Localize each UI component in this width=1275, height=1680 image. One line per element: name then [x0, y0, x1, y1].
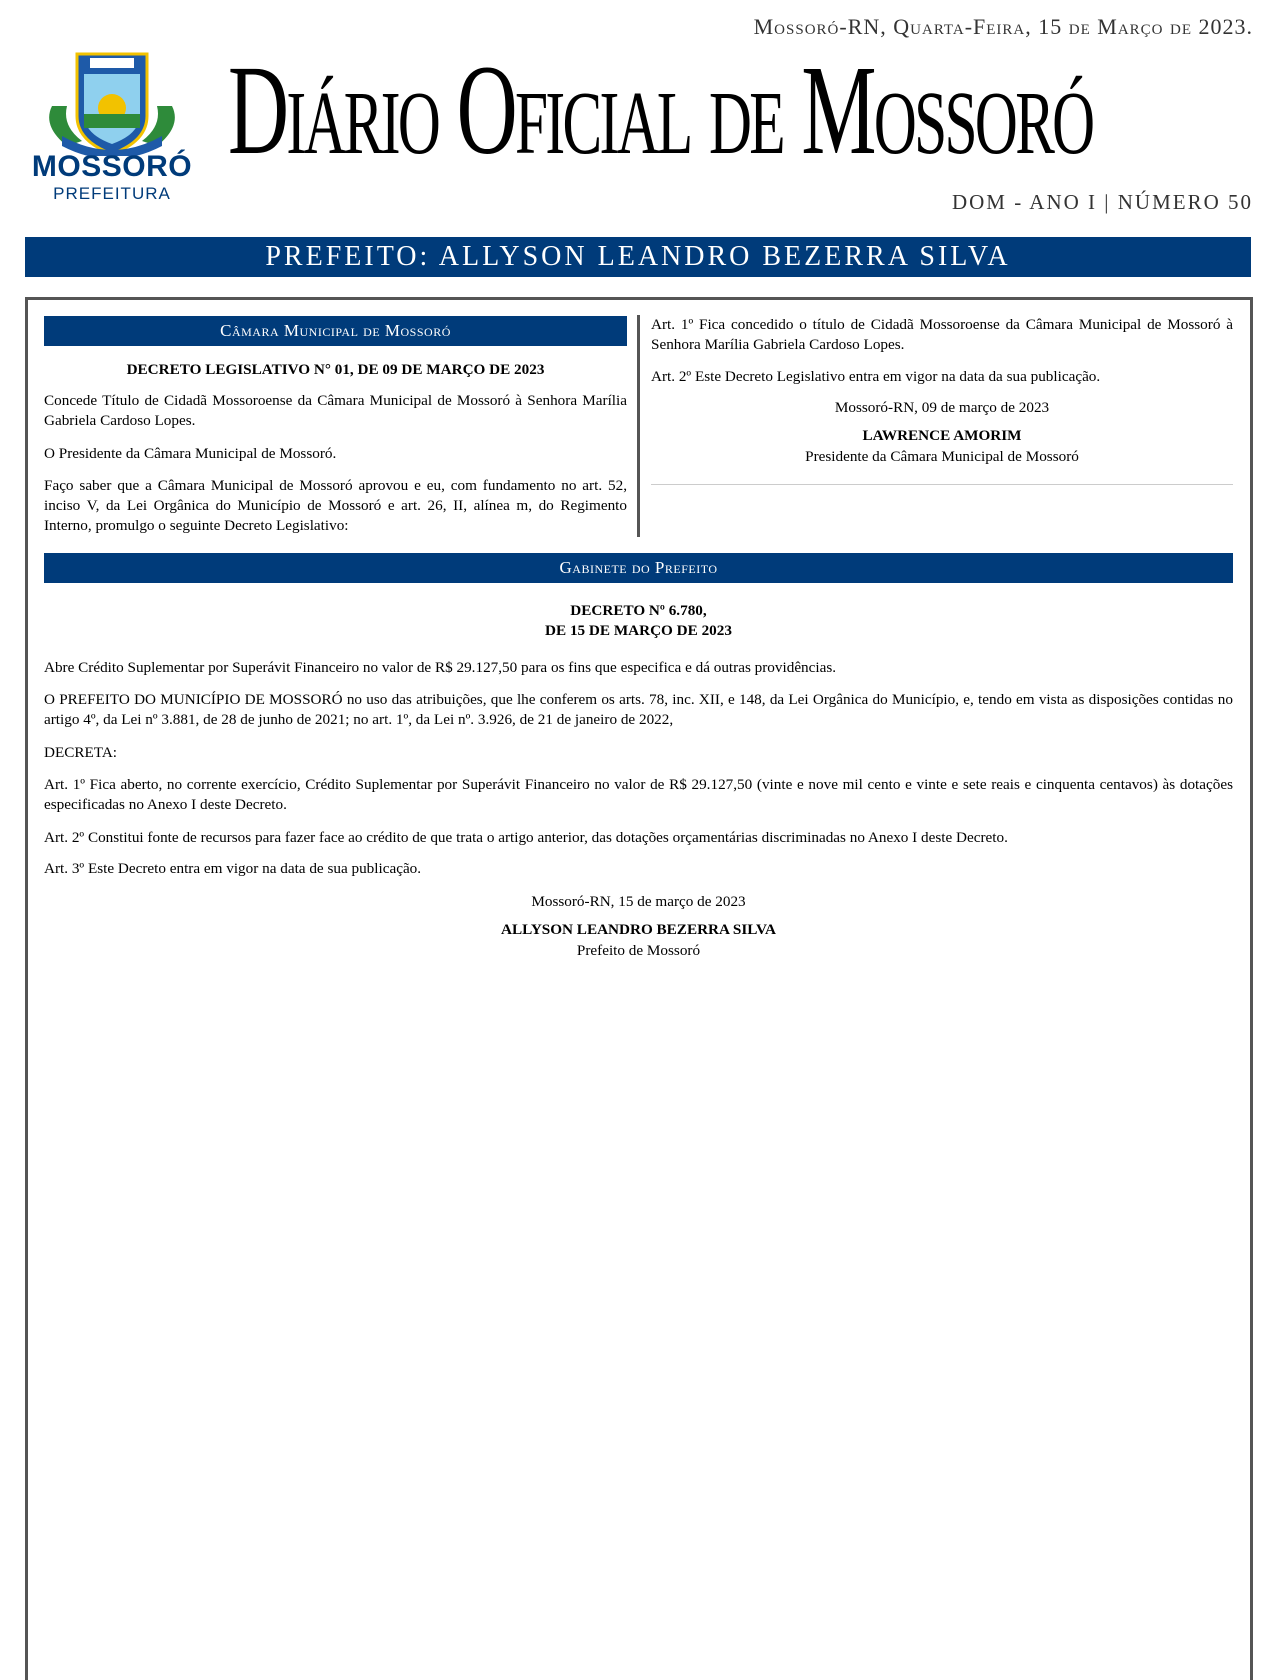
gabinete-article-1: Art. 1º Fica aberto, no corrente exercício, Crédito Suplementar por Superávit Financeiro no valor de R$ 29.127,50 (vinte e nove mil cento e vinte e sete reais e cinquenta centavos) às dotações especificadas no Anexo I deste Decreto.	[44, 776, 1233, 813]
gabinete-signer-role: Prefeito de Mossoró	[576, 942, 701, 959]
section-header-camara: Câmara Municipal de Mossoró	[44, 316, 627, 346]
camara-preamble-promulgation: Faço saber que a Câmara Municipal de Mossoró aprovou e eu, com fundamento no art. 52, inciso V, da Lei Orgânica do Município de Mossoró e art. 26, II, alínea m, do Regimento Interno, promulgo o seguinte Decreto Legislativo:	[44, 477, 627, 534]
camara-signer-role: Presidente da Câmara Municipal de Mossoró	[805, 448, 1079, 465]
camara-article-1: Art. 1º Fica concedido o título de Cidadã Mossoroense da Câmara Municipal de Mossoró à Senhora Marília Gabriela Cardoso Lopes.	[651, 316, 1233, 353]
gabinete-decree-summary: Abre Crédito Suplementar por Superávit Financeiro no valor de R$ 29.127,50 para os fins que especifica e dá outras providências.	[44, 659, 837, 676]
camara-signer-name: LAWRENCE AMORIM	[862, 427, 1022, 444]
camara-article-2: Art. 2º Este Decreto Legislativo entra em vigor na data da sua publicação.	[651, 368, 1101, 385]
column-end-rule	[651, 484, 1233, 485]
logo-wordmark: MOSSORÓ	[31, 150, 193, 183]
camara-place-date: Mossoró-RN, 09 de março de 2023	[834, 399, 1050, 416]
gabinete-place-date: Mossoró-RN, 15 de março de 2023	[531, 893, 746, 910]
camara-preamble-president: O Presidente da Câmara Municipal de Mossoró.	[44, 445, 337, 462]
camara-decree-summary: Concede Título de Cidadã Mossoroense da Câmara Municipal de Mossoró à Senhora Marília Gabriela Cardoso Lopes.	[44, 392, 627, 429]
city-coat-of-arms-icon	[22, 46, 202, 156]
gabinete-decree-title-number: DECRETO Nº 6.780,	[570, 602, 707, 619]
camara-decree-title: DECRETO LEGISLATIVO N° 01, DE 09 DE MARÇO DE 2023	[126, 361, 545, 378]
edition-date: Mossoró-RN, Quarta-Feira, 15 de Março de 2023.	[753, 14, 1253, 39]
section-header-gabinete: Gabinete do Prefeito	[44, 553, 1233, 583]
gabinete-decreta: DECRETA:	[44, 744, 118, 761]
gabinete-preamble: O PREFEITO DO MUNICÍPIO DE MOSSORÓ no uso das atribuições, que lhe conferem os arts. 78, inc. XII, e 148, da Lei Orgânica do Município, e, tendo em vista as disposições contidas no artigo 4º, da Lei nº 3.881, de 28 de junho de 2021; no art. 1º, da Lei nº. 3.926, de 21 de janeiro de 2022,	[44, 691, 1233, 728]
column-divider	[637, 315, 640, 537]
gabinete-signer-name: ALLYSON LEANDRO BEZERRA SILVA	[500, 921, 777, 938]
issue-number: DOM - ANO I | NÚMERO 50	[951, 190, 1253, 214]
mayor-banner: PREFEITO: ALLYSON LEANDRO BEZERRA SILVA	[25, 237, 1251, 277]
gabinete-article-3: Art. 3º Este Decreto entra em vigor na data de sua publicação.	[44, 860, 422, 877]
gabinete-decree-title-date: DE 15 DE MARÇO DE 2023	[545, 622, 732, 639]
logo-subtitle: PREFEITURA	[53, 184, 171, 203]
masthead-title: Diário Oficial de Mossoró	[228, 39, 1093, 181]
gabinete-article-2: Art. 2º Constitui fonte de recursos para fazer face ao crédito de que trata o artigo anterior, das dotações orçamentárias discriminadas no Anexo I deste Decreto.	[44, 829, 1008, 846]
